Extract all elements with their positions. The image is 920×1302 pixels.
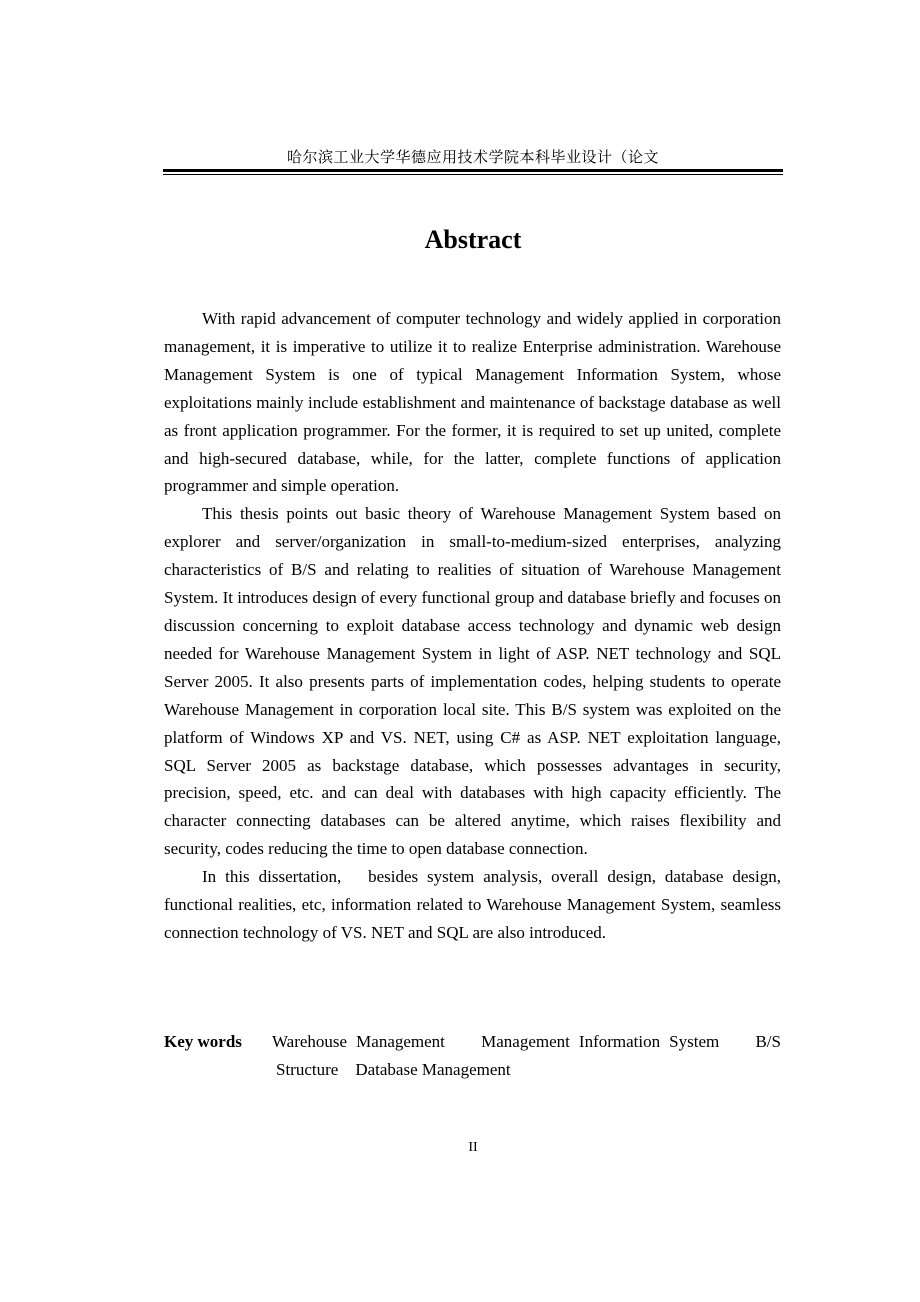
keywords-text: Warehouse Management Management Information System B/S Structure Database Management [272, 1032, 781, 1079]
header-rule-thin [163, 174, 783, 175]
running-header: 哈尔滨工业大学华德应用技术学院本科毕业设计（论文 [286, 148, 659, 166]
keywords-label: Key words [164, 1032, 242, 1051]
keywords-block [164, 1028, 781, 1084]
header-rule-thick [163, 169, 783, 172]
abstract-paragraph-3: In this dissertation, besides system analysis, overall design, database design, functional realities, etc, information related to Warehouse Management System, seamless connection technology of VS. NET and SQL are also introduced. [164, 867, 781, 942]
abstract-body [164, 305, 781, 947]
abstract-paragraph-1: With rapid advancement of computer technology and widely applied in corporation management, it is imperative to utilize it to realize Enterprise administration. Warehouse Management System is one of typical Management Information System, whose exploitations mainly include establishment and maintenance of backstage database as well as front application programmer. For the former, it is required to set up united, complete and high-secured database, while, for the latter, complete functions of application programmer and simple operation. [164, 309, 781, 496]
page-title: Abstract [424, 225, 522, 254]
abstract-paragraph-2: This thesis points out basic theory of Warehouse Management System based on explorer and server/organization in small-to-medium-sized enterprises, analyzing characteristics of B/S and relating to realities of situation of Warehouse Management System. It introduces design of every functional group and database briefly and focuses on discussion concerning to exploit database access technology and dynamic web design needed for Warehouse Management System in light of ASP. NET technology and SQL Server 2005. It also presents parts of implementation codes, helping students to operate Warehouse Management in corporation local site. This B/S system was exploited on the platform of Windows XP and VS. NET, using C# as ASP. NET exploitation language, SQL Server 2005 as backstage database, which possesses advantages in security, precision, speed, etc. and can deal with databases with high capacity efficiently. The character connecting databases can be altered anytime, which raises flexibility and security, codes reducing the time to open database connection. [164, 504, 781, 859]
page-number: II [468, 1140, 478, 1155]
